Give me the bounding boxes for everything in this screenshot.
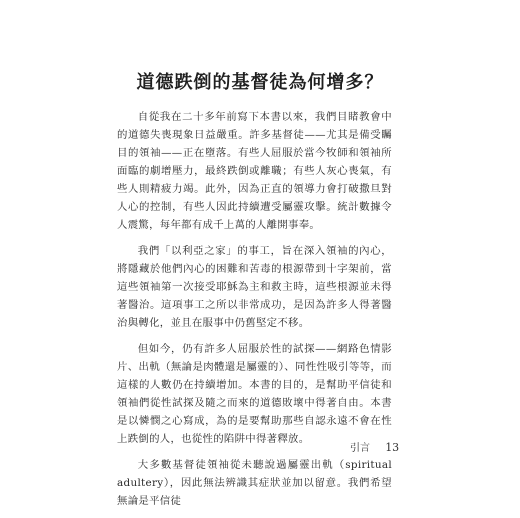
page-footer [350,439,399,454]
page-number: 13 [385,441,400,454]
body-text [117,108,392,518]
paragraph: 自從我在二十多年前寫下本書以來，我們目睹教會中的道德失喪現象日益嚴重。許多基督徒——尤其是備受矚目的領袖——正在墮落。有些人屈服於當今牧師和領袖所面臨的劇增壓力，最終跌倒或離職；有些人灰心喪氣，有些人則精疲力竭。此外，因為正直的領導力會打破撒旦對人心的控制，有些人因此持續遭受屬靈攻擊。統計數據令人震驚，每年都有成千上萬的人離開事奉。 [117,111,392,231]
page-title: 道德跌倒的基督徒為何增多？ [136,72,384,93]
paragraph: 我們「以利亞之家」的事工，旨在深入領袖的內心，將隱藏於他們內心的困難和苦毒的根源帶到十字架前，當這些領袖第一次接受耶穌為主和救主時，這些根源並未得著醫治。這項事工之所以非常成功，是因為許多人得著醫治與轉化，並且在服事中仍舊堅定不移。 [117,245,392,329]
running-footer-section: 引言 [350,443,370,454]
paragraph: 但如今，仍有許多人屈服於性的試探——網路色情影片、出軌（無論是肉體還是屬靈的）、同性性吸引等等，而這樣的人數仍在持續增加。本書的目的，是幫助平信徒和領袖們從性試探及隨之而來的道德敗壞中得著自由。本書是以憐憫之心寫成，為的是要幫助那些自認永遠不會在性上跌倒的人，也從性的陷阱中得著釋放。 [117,343,392,445]
paragraph: 大多數基督徒領袖從未聽說過屬靈出軌（spiritual adultery），因此無法辨識其症狀並加以留意。我們希望無論是平信徒 [117,459,392,507]
